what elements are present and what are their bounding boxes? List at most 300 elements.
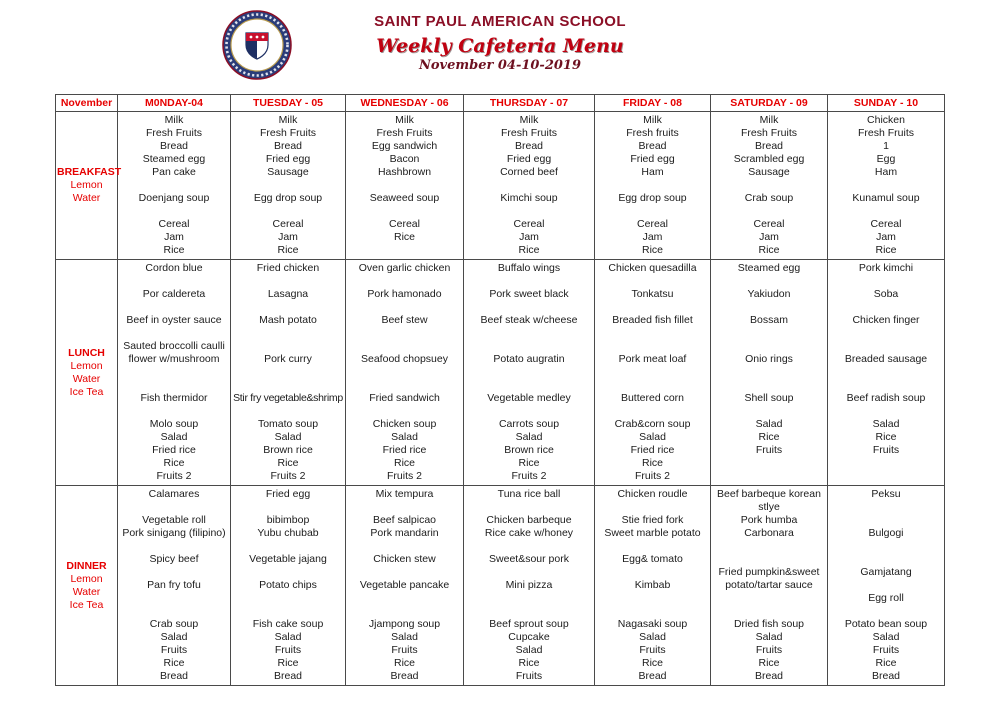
menu-day-cell	[118, 486, 231, 686]
menu-item: Cereal	[637, 218, 668, 230]
menu-item: Yubu chubab	[257, 527, 319, 539]
spacer	[347, 405, 462, 418]
menu-item: Brown rice	[504, 444, 554, 456]
menu-item: Bread	[159, 670, 189, 682]
spacer	[596, 275, 709, 288]
spacer	[596, 366, 709, 379]
menu-item: Fruits	[391, 644, 418, 656]
spacer	[119, 275, 229, 288]
spacer	[347, 540, 462, 553]
menu-item: Egg	[876, 153, 896, 165]
menu-item: Egg& tomato	[622, 553, 683, 565]
menu-item: Cereal	[513, 218, 545, 230]
menu-item: Cereal	[272, 218, 304, 230]
menu-item: Kimbab	[634, 579, 671, 591]
menu-item: Rice	[518, 657, 540, 669]
menu-day-cell	[711, 260, 828, 486]
menu-item: Chicken soup	[372, 418, 437, 430]
spacer	[119, 501, 229, 514]
menu-item: Sausage	[267, 166, 309, 178]
spacer	[232, 301, 344, 314]
spacer	[712, 327, 826, 340]
menu-item: Brown rice	[263, 444, 313, 456]
menu-day-cell	[711, 112, 828, 260]
menu-item: Salad	[160, 631, 188, 643]
spacer	[465, 405, 593, 418]
menu-item: Breaded fish fillet	[612, 314, 693, 326]
menu-item: Bread	[754, 140, 784, 152]
menu-title: Weekly Cafeteria Menu	[376, 35, 624, 57]
menu-item: Carbonara	[744, 527, 794, 539]
menu-item: Fresh Fruits	[857, 127, 914, 139]
menu-item: Milk	[278, 114, 298, 126]
menu-item: Sausage	[748, 166, 790, 178]
menu-item: Rice	[758, 244, 780, 256]
menu-item: Bread	[514, 140, 544, 152]
menu-item: Rice	[641, 657, 663, 669]
menu-item: Fruits 2	[270, 470, 306, 482]
spacer	[347, 179, 462, 192]
spacer	[232, 605, 344, 618]
menu-item: Hashbrown	[377, 166, 432, 178]
menu-item: Fish cake soup	[252, 618, 324, 630]
menu-item: Sauted broccolli caulli	[123, 340, 225, 352]
menu-item: Milk	[164, 114, 184, 126]
menu-item: Fried rice	[630, 444, 675, 456]
menu-item: Bread	[638, 140, 667, 152]
menu-item: Fruits	[160, 644, 188, 656]
menu-item: Vegetable pancake	[359, 579, 450, 591]
menu-item: Rice	[758, 657, 780, 669]
spacer	[596, 540, 709, 553]
menu-item: Buffalo wings	[497, 262, 561, 274]
spacer	[347, 205, 462, 218]
menu-item: Doenjang soup	[138, 192, 210, 204]
menu-item: Beef barbeque korean	[717, 488, 821, 500]
menu-item: Por caldereta	[142, 288, 206, 300]
menu-item: Yakiudon	[747, 288, 791, 300]
menu-item: Soba	[873, 288, 899, 300]
menu-item: stlye	[758, 501, 780, 513]
menu-item: Pan fry tofu	[147, 579, 201, 591]
spacer	[232, 340, 344, 353]
menu-item: Salad	[872, 418, 900, 430]
spacer	[232, 179, 344, 192]
school-seal-logo	[221, 9, 293, 81]
spacer	[829, 301, 943, 314]
menu-day-cell	[464, 112, 595, 260]
menu-item: Scrambled egg	[733, 153, 805, 165]
menu-item: Rice	[393, 231, 415, 243]
menu-item: Fruits 2	[511, 470, 547, 482]
table-header-row	[56, 95, 945, 112]
drink-label: Lemon	[70, 572, 103, 585]
menu-item: Ham	[874, 166, 898, 178]
spacer	[465, 366, 593, 379]
spacer	[712, 457, 826, 470]
menu-item: Cordon blue	[145, 262, 203, 274]
spacer	[347, 592, 462, 605]
spacer	[829, 327, 943, 340]
menu-item: Tuna rice ball	[497, 488, 561, 500]
spacer	[465, 566, 593, 579]
spacer	[829, 366, 943, 379]
menu-item: Rice	[163, 244, 185, 256]
menu-item: Bread	[871, 670, 901, 682]
menu-item: Beef sprout soup	[489, 618, 569, 630]
menu-item: flower w/mushroom	[128, 353, 220, 365]
menu-item: Fried egg	[265, 153, 311, 165]
column-header-friday-08: FRIDAY - 08	[595, 95, 711, 112]
menu-item: Salad	[639, 431, 666, 443]
spacer	[596, 501, 709, 514]
menu-item: Beef salpicao	[372, 514, 437, 526]
spacer	[712, 340, 826, 353]
menu-item: Seafood chopsuey	[361, 353, 448, 365]
menu-item: Rice	[875, 431, 897, 443]
spacer	[829, 405, 943, 418]
menu-item: Fried chicken	[256, 262, 320, 274]
menu-item: Beef in oyster sauce	[126, 314, 222, 326]
spacer	[347, 605, 462, 618]
menu-item: Rice	[641, 457, 663, 469]
spacer	[465, 540, 593, 553]
menu-item: 1	[883, 140, 889, 152]
spacer	[232, 540, 344, 553]
menu-item: Fruits	[274, 644, 302, 656]
spacer	[347, 379, 462, 392]
menu-day-cell	[346, 112, 464, 260]
menu-item: Salad	[515, 644, 543, 656]
spacer	[465, 501, 593, 514]
menu-item: Kimchi soup	[500, 192, 558, 204]
drink-label: Lemon	[70, 179, 103, 191]
spacer	[829, 553, 943, 566]
menu-item: Pork humba	[740, 514, 798, 526]
menu-item: Fried rice	[382, 444, 427, 456]
spacer	[712, 301, 826, 314]
spacer	[465, 327, 593, 340]
menu-item: Seaweed soup	[369, 192, 440, 204]
menu-item: Salad	[391, 431, 418, 443]
spacer	[232, 366, 344, 379]
menu-item: Fish thermidor	[140, 392, 208, 404]
menu-day-cell	[828, 112, 945, 260]
spacer	[465, 340, 593, 353]
column-header-sunday-10: SUNDAY - 10	[828, 95, 945, 112]
menu-item: Calamares	[148, 488, 200, 500]
menu-item: Oven garlic chicken	[358, 262, 451, 274]
menu-item: Pan cake	[152, 166, 196, 178]
menu-item: Tomato soup	[257, 418, 319, 430]
menu-item: Salad	[274, 431, 302, 443]
spacer	[119, 566, 229, 579]
spacer	[465, 205, 593, 218]
spacer	[596, 379, 709, 392]
menu-day-cell	[346, 260, 464, 486]
menu-item: Egg roll	[868, 592, 904, 604]
menu-item: Nagasaki soup	[617, 618, 688, 630]
spacer	[347, 275, 462, 288]
spacer	[829, 275, 943, 288]
menu-item: Fruits	[755, 644, 783, 656]
menu-item: Rice	[163, 457, 185, 469]
drink-label: Ice Tea	[69, 598, 104, 611]
menu-item: Onio rings	[745, 353, 793, 365]
drink-label: Water	[72, 192, 101, 204]
spacer	[465, 379, 593, 392]
spacer	[712, 179, 826, 192]
menu-item: Pork sinigang (filipino)	[122, 527, 226, 539]
spacer	[712, 540, 826, 553]
spacer	[232, 327, 344, 340]
menu-item: Corned beef	[500, 166, 558, 178]
menu-day-cell	[595, 260, 711, 486]
meal-label-lunch	[56, 260, 118, 486]
menu-item: Fried pumpkin&sweet	[718, 566, 820, 578]
menu-item: Rice	[875, 244, 897, 256]
menu-item: Bread	[638, 670, 667, 682]
spacer	[596, 566, 709, 579]
menu-item: Fruits	[755, 444, 783, 456]
menu-item: Pork meat loaf	[618, 353, 687, 365]
menu-item: Lasagna	[267, 288, 309, 300]
menu-item: Shell soup	[744, 392, 794, 404]
menu-item: potato/tartar sauce	[725, 579, 813, 591]
menu-item: Molo soup	[149, 418, 199, 430]
menu-item: Fresh Fruits	[145, 127, 202, 139]
spacer	[465, 179, 593, 192]
menu-item: Fruits	[515, 670, 543, 682]
menu-item: Tonkatsu	[631, 288, 674, 300]
menu-item: Ham	[641, 166, 664, 178]
menu-item: Chicken finger	[852, 314, 920, 326]
menu-item: Chicken stew	[373, 553, 436, 565]
menu-item: Rice cake w/honey	[484, 527, 574, 539]
menu-item: Fresh Fruits	[376, 127, 433, 139]
menu-item: Beef stew	[381, 314, 428, 326]
menu-day-cell	[595, 486, 711, 686]
menu-item: Fresh Fruits	[500, 127, 557, 139]
column-header-thursday-07: THURSDAY - 07	[464, 95, 595, 112]
meal-name: BREAKFAST	[57, 166, 122, 178]
menu-item: Vegetable roll	[142, 514, 206, 526]
spacer	[119, 301, 229, 314]
spacer	[829, 340, 943, 353]
spacer	[712, 366, 826, 379]
menu-item: Milk	[519, 114, 539, 126]
spacer	[829, 179, 943, 192]
menu-item: Fruits 2	[634, 470, 670, 482]
menu-item: Chicken quesadilla	[608, 262, 697, 274]
spacer	[829, 470, 943, 483]
meal-label-dinner	[56, 486, 118, 686]
menu-item: Jam	[164, 231, 184, 243]
meal-row-breakfast	[56, 112, 945, 260]
menu-item: Rice	[518, 244, 540, 256]
spacer	[232, 275, 344, 288]
menu-day-cell	[346, 486, 464, 686]
spacer	[347, 501, 462, 514]
menu-date: November 04-10-2019	[418, 58, 582, 73]
spacer	[829, 205, 943, 218]
meal-row-lunch	[56, 260, 945, 486]
menu-item: Bread	[273, 670, 303, 682]
menu-item: Stie fried fork	[621, 514, 684, 526]
menu-item: Chicken roudle	[617, 488, 688, 500]
spacer	[829, 540, 943, 553]
menu-item: Rice	[277, 657, 299, 669]
spacer	[347, 340, 462, 353]
spacer	[712, 470, 826, 483]
menu-item: Fried rice	[152, 444, 196, 456]
menu-item: Bread	[754, 670, 784, 682]
menu-day-cell	[711, 486, 828, 686]
spacer	[712, 592, 826, 605]
spacer	[119, 540, 229, 553]
spacer	[829, 514, 943, 527]
menu-item: Jam	[519, 231, 539, 243]
menu-item: Rice	[393, 657, 415, 669]
menu-item: Jam	[642, 231, 663, 243]
menu-item: Chicken	[867, 114, 905, 126]
menu-day-cell	[464, 486, 595, 686]
menu-item: Cupcake	[508, 631, 550, 643]
menu-item: Potato augratin	[493, 353, 565, 365]
menu-item: Potato chips	[259, 579, 317, 591]
meal-name: DINNER	[66, 559, 107, 572]
menu-item: Pork mandarin	[370, 527, 439, 539]
menu-item: Bread	[390, 670, 419, 682]
menu-item: Salad	[160, 431, 188, 443]
menu-item: Salad	[755, 418, 783, 430]
spacer	[829, 579, 943, 592]
drink-label: Water	[72, 585, 101, 598]
menu-item: Jjampong soup	[368, 618, 441, 630]
spacer	[712, 275, 826, 288]
spacer	[119, 405, 229, 418]
spacer	[119, 327, 229, 340]
spacer	[232, 379, 344, 392]
menu-item: Bread	[159, 140, 189, 152]
spacer	[712, 205, 826, 218]
spacer	[596, 340, 709, 353]
menu-item: Mini pizza	[505, 579, 553, 591]
menu-item: Carrots soup	[498, 418, 560, 430]
menu-item: Jam	[759, 231, 779, 243]
spacer	[712, 553, 826, 566]
spacer	[119, 366, 229, 379]
menu-item: Vegetable medley	[487, 392, 571, 404]
spacer	[347, 566, 462, 579]
menu-item: Pork hamonado	[367, 288, 442, 300]
spacer	[119, 179, 229, 192]
spacer	[712, 379, 826, 392]
menu-item: Cereal	[753, 218, 785, 230]
menu-day-cell	[828, 486, 945, 686]
spacer	[596, 405, 709, 418]
menu-item: Rice	[758, 431, 780, 443]
spacer	[596, 301, 709, 314]
spacer	[232, 405, 344, 418]
menu-item: bibimbop	[266, 514, 310, 526]
menu-item: Rice	[277, 244, 299, 256]
menu-item: Rice	[641, 244, 663, 256]
menu-item: Crab soup	[149, 618, 199, 630]
spacer	[347, 327, 462, 340]
menu-item: Stir fry vegetable&shrimp	[233, 392, 343, 404]
spacer	[596, 179, 709, 192]
menu-item: Pork curry	[264, 353, 312, 365]
spacer	[712, 605, 826, 618]
menu-item: Rice	[163, 657, 185, 669]
column-header-m0nday-04: M0NDAY-04	[118, 95, 231, 112]
menu-item: Kunamul soup	[852, 192, 920, 204]
column-header-wednesday-06: WEDNESDAY - 06	[346, 95, 464, 112]
menu-item: Salad	[872, 631, 900, 643]
menu-item: Bulgogi	[868, 527, 904, 539]
column-header-saturday-09: SATURDAY - 09	[711, 95, 828, 112]
column-header-november: November	[56, 95, 118, 112]
spacer	[829, 605, 943, 618]
menu-item: Peksu	[871, 488, 901, 500]
menu-item: Egg sandwich	[371, 140, 438, 152]
menu-item: Rice	[518, 457, 540, 469]
spacer	[465, 275, 593, 288]
spacer	[596, 605, 709, 618]
menu-item: Fruits 2	[156, 470, 192, 482]
spacer	[829, 457, 943, 470]
meal-row-dinner	[56, 486, 945, 686]
menu-item: Fresh Fruits	[259, 127, 316, 139]
menu-item: Chicken barbeque	[486, 514, 572, 526]
menu-item: Fried egg	[265, 488, 311, 500]
spacer	[596, 205, 709, 218]
menu-item: Fresh Fruits	[740, 127, 797, 139]
spacer	[232, 501, 344, 514]
spacer	[829, 379, 943, 392]
spacer	[232, 566, 344, 579]
spacer	[119, 605, 229, 618]
drink-label: Ice Tea	[69, 385, 104, 398]
spacer	[119, 379, 229, 392]
menu-day-cell	[464, 260, 595, 486]
spacer	[465, 301, 593, 314]
spacer	[465, 592, 593, 605]
column-header-tuesday-05: TUESDAY - 05	[231, 95, 346, 112]
menu-item: Pork kimchi	[858, 262, 914, 274]
menu-item: Egg drop soup	[618, 192, 687, 204]
menu-item: Steamed egg	[142, 153, 206, 165]
menu-item: Breaded sausage	[844, 353, 928, 365]
menu-table-body	[56, 112, 945, 686]
menu-day-cell	[828, 260, 945, 486]
menu-item: Fried egg	[630, 153, 675, 165]
menu-item: Fruits 2	[386, 470, 422, 482]
menu-item: Crab&corn soup	[614, 418, 691, 430]
menu-item: Jam	[876, 231, 896, 243]
menu-item: Egg drop soup	[253, 192, 323, 204]
menu-item: Cereal	[158, 218, 190, 230]
spacer	[596, 592, 709, 605]
spacer	[596, 327, 709, 340]
menu-item: Bacon	[389, 153, 420, 165]
menu-item: Gamjatang	[860, 566, 912, 578]
menu-item: Crab soup	[744, 192, 794, 204]
menu-item: Vegetable jajang	[249, 553, 327, 565]
menu-item: Sweet marble potato	[604, 527, 701, 539]
school-seal-icon	[221, 9, 293, 81]
